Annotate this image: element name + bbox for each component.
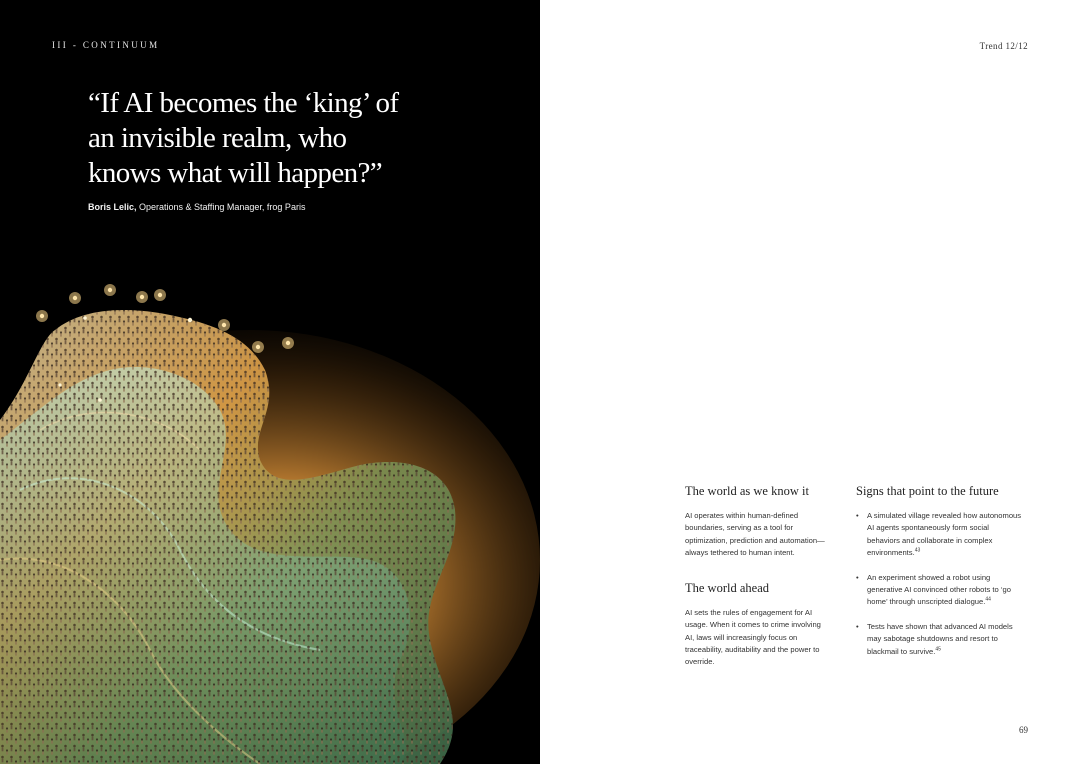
world-ahead-text: AI sets the rules of engagement for AI usage. When it comes to crime involving AI, laws will increasingly focus on traceability, auditability and the power to override. (685, 608, 821, 667)
quote-attribution (88, 202, 305, 212)
world-known-heading: The world as we know it (685, 484, 809, 498)
list-item (856, 621, 1024, 658)
attribution-name: Boris Lelic, (88, 202, 137, 212)
bullet-icon: • (856, 572, 859, 582)
trend-label: Trend 12/12 (979, 41, 1028, 51)
right-page (540, 0, 1080, 764)
footnote-ref: 44 (985, 596, 991, 603)
signs-list (856, 510, 1024, 658)
crowd-hill-illustration (0, 260, 540, 764)
world-ahead-heading: The world ahead (685, 581, 769, 596)
signs-column (856, 484, 1024, 670)
footnote-ref: 43 (914, 547, 921, 554)
world-column (685, 484, 825, 669)
list-item (856, 510, 1024, 559)
bullet-icon: • (856, 511, 859, 520)
signs-heading: Signs that point to the future (856, 484, 999, 498)
page-number: 69 (1019, 725, 1028, 735)
world-known-text: AI operates within human-defined boundaries, serving as a tool for optimization, prediction and automation—always tethered to human intent. (685, 511, 825, 557)
attribution-role: Operations & Staffing Manager, frog Paris (136, 202, 306, 212)
list-item (856, 572, 1024, 609)
sign-text: A simulated village revealed how autonomous AI agents spontaneously form social behaviors and collaborate in complex environments. (867, 511, 1022, 557)
footnote-ref: 45 (935, 646, 941, 653)
section-label: III - CONTINUUM (52, 40, 160, 50)
sign-text: Tests have shown that advanced AI models may sabotage shutdowns and resort to blackmail to survive. (867, 622, 1013, 656)
bullet-icon: • (856, 622, 859, 632)
sign-text: An experiment showed a robot using generative AI convinced other robots to ‘go home’ through unscripted dialogue. (867, 572, 1011, 607)
pull-quote: “If AI becomes the ‘king’ of an invisible realm, who knows what will happen?” (88, 87, 399, 189)
